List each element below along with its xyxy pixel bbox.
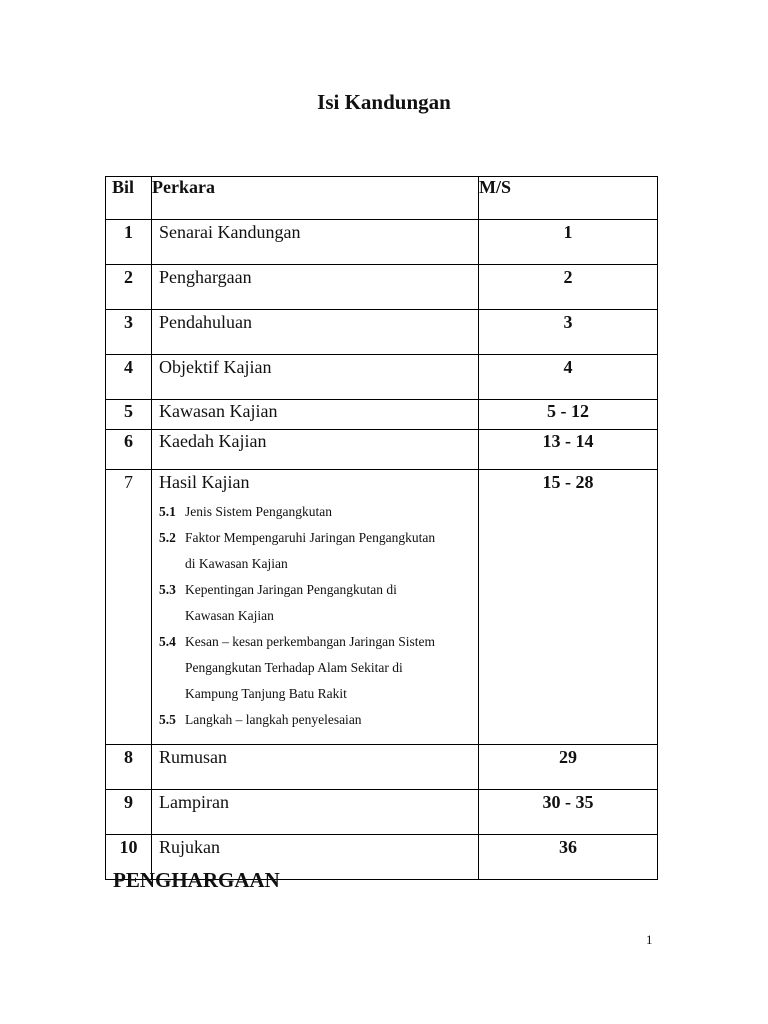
row-item: Penghargaan [152, 265, 479, 310]
row-page: 36 [479, 835, 658, 880]
table-row [106, 220, 658, 265]
subitem-line: Kampung Tanjung Batu Rakit [185, 686, 347, 701]
row-item: Objektif Kajian [152, 355, 479, 400]
row-item: Lampiran [152, 790, 479, 835]
row-item: Rujukan [152, 835, 479, 880]
row-number: 7 [106, 470, 152, 745]
page-number: 1 [646, 932, 653, 947]
row-item: Kawasan Kajian [152, 400, 479, 430]
table-of-contents [105, 176, 658, 880]
row-page: 4 [479, 355, 658, 400]
row-number: 4 [106, 355, 152, 400]
row-number: 10 [106, 835, 152, 880]
subitem-number: 5.4 [159, 634, 176, 649]
table-row [106, 790, 658, 835]
subitem-list [159, 499, 478, 733]
row-item [152, 470, 479, 745]
table-row [106, 355, 658, 400]
row-number: 2 [106, 265, 152, 310]
table-row [106, 470, 658, 745]
subitem-number: 5.5 [159, 712, 176, 727]
table-row [106, 265, 658, 310]
row-page: 30 - 35 [479, 790, 658, 835]
subitem-text [185, 525, 478, 577]
subitem-line: Faktor Mempengaruhi Jaringan Pengangkutan [185, 530, 436, 545]
column-header-ms: M/S [479, 177, 658, 220]
subitem-line: Kepentingan Jaringan Pengangkutan di [185, 582, 397, 597]
table-row [106, 745, 658, 790]
subitem-line: Kawasan Kajian [185, 608, 274, 623]
subitem-text [185, 629, 478, 707]
row-item: Pendahuluan [152, 310, 479, 355]
row-page: 13 - 14 [479, 430, 658, 470]
subitem [159, 525, 478, 577]
subitem-line: Jenis Sistem Pengangkutan [185, 504, 332, 519]
row-page: 3 [479, 310, 658, 355]
subitem-number: 5.2 [159, 530, 176, 545]
table-row [106, 400, 658, 430]
subitem-text [185, 707, 478, 733]
column-header-perkara: Perkara [152, 177, 479, 220]
column-header-bil: Bil [106, 177, 152, 220]
row-number: 6 [106, 430, 152, 470]
section-heading: PENGHARGAAN [113, 868, 280, 892]
row-number: 3 [106, 310, 152, 355]
subitem-line: Kesan – kesan perkembangan Jaringan Sistem [185, 634, 436, 649]
subitem [159, 499, 478, 525]
subitem [159, 707, 478, 733]
table-header-row [106, 177, 658, 220]
page-title: Isi Kandungan [317, 90, 451, 114]
subitem-line: di Kawasan Kajian [185, 556, 288, 571]
table-row [106, 430, 658, 470]
row-item-label: Hasil Kajian [159, 472, 250, 492]
row-number: 8 [106, 745, 152, 790]
row-page: 29 [479, 745, 658, 790]
subitem-number: 5.3 [159, 582, 176, 597]
row-item: Rumusan [152, 745, 479, 790]
row-number: 5 [106, 400, 152, 430]
row-item: Senarai Kandungan [152, 220, 479, 265]
subitem-line: Pengangkutan Terhadap Alam Sekitar di [185, 660, 403, 675]
subitem-line: Langkah – langkah penyelesaian [185, 712, 362, 727]
row-page: 2 [479, 265, 658, 310]
subitem-text [185, 499, 478, 525]
row-item: Kaedah Kajian [152, 430, 479, 470]
subitem-text [185, 577, 478, 629]
row-page: 1 [479, 220, 658, 265]
subitem [159, 577, 478, 629]
subitem [159, 629, 478, 707]
row-page: 5 - 12 [479, 400, 658, 430]
subitem-number: 5.1 [159, 504, 176, 519]
table-row [106, 310, 658, 355]
row-number: 9 [106, 790, 152, 835]
row-number: 1 [106, 220, 152, 265]
row-page: 15 - 28 [479, 470, 658, 745]
